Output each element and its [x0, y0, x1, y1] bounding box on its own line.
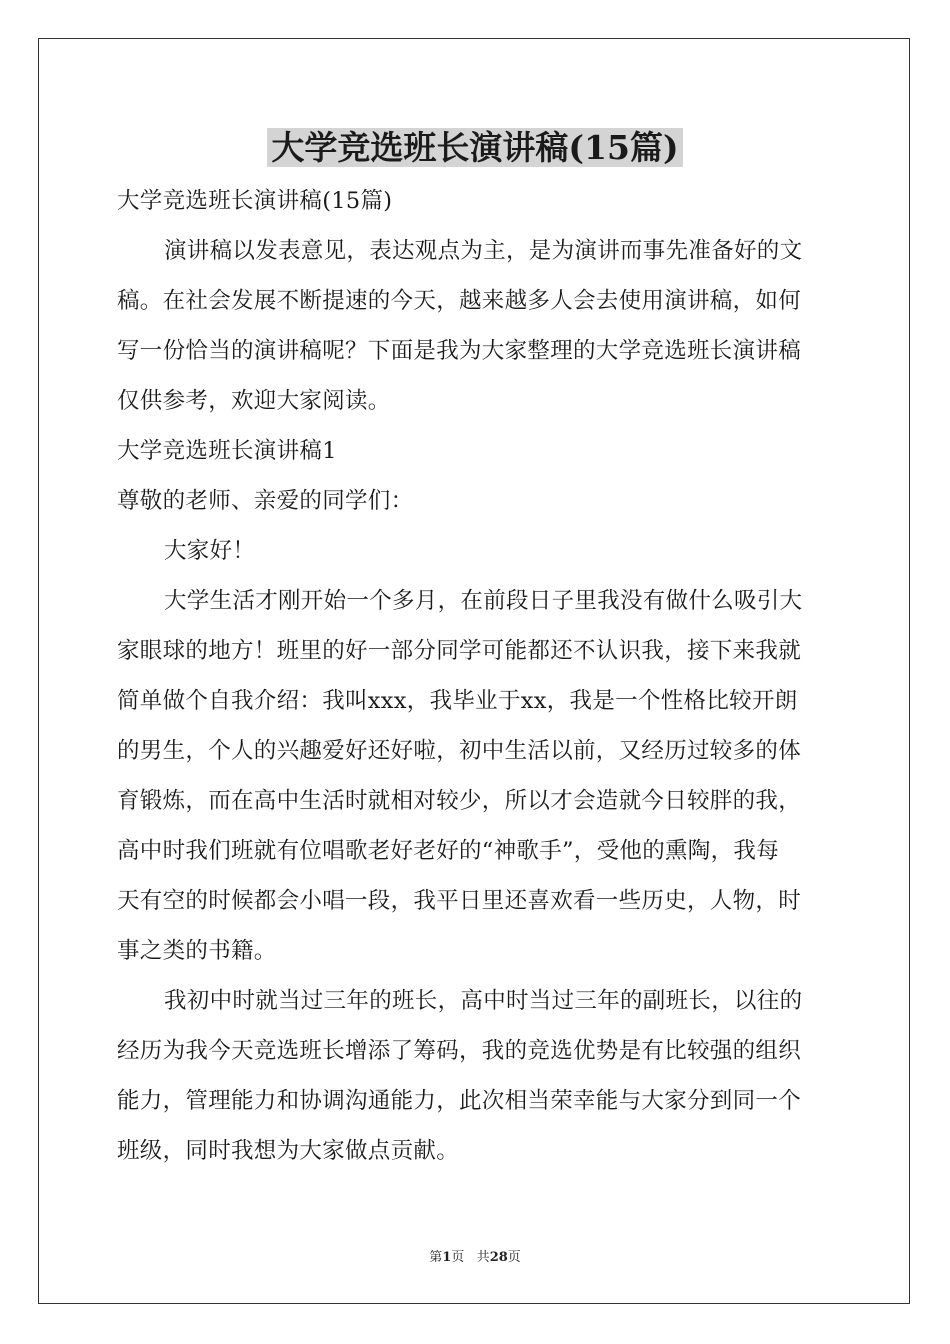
paragraph-line: 高中时我们班就有位唱歌老好老好的“神歌手”，受他的熏陶，我每	[117, 838, 780, 864]
page-number-prefix: 第	[429, 1250, 443, 1265]
paragraph-line: 家眼球的地方！班里的好一部分同学可能都还不认识我，接下来我就	[117, 638, 802, 664]
paragraph-line: 能力，管理能力和协调沟通能力，此次相当荣幸能与大家分到同一个	[117, 1088, 802, 1114]
salutation: 尊敬的老师、亲爱的同学们：	[117, 488, 414, 514]
body-paragraph-1	[117, 576, 833, 976]
paragraph-line: 简单做个自我介绍：我叫xxx，我毕业于xx，我是一个性格比较开朗	[117, 688, 798, 714]
intro-paragraph	[117, 226, 833, 426]
paragraph-line: 育锻炼，而在高中生活时就相对较少，所以才会造就今日较胖的我，	[117, 788, 802, 814]
intro-line: 仅供参考，欢迎大家阅读。	[117, 388, 391, 414]
body-paragraph-2	[117, 976, 833, 1176]
section-heading: 大学竞选班长演讲稿1	[117, 438, 337, 464]
paragraph-line: 的男生，个人的兴趣爱好还好啦，初中生活以前，又经历过较多的体	[117, 738, 802, 764]
total-pages-prefix: 共	[476, 1250, 490, 1265]
paragraph-line: 班级，同时我想为大家做点贡献。	[117, 1138, 460, 1164]
document-title	[0, 124, 950, 172]
paragraph-line: 天有空的时候都会小唱一段，我平日里还喜欢看一些历史，人物，时	[117, 888, 802, 914]
document-title-text: 大学竞选班长演讲稿(15篇)	[267, 128, 682, 167]
paragraph-line: 大学生活才刚开始一个多月，在前段日子里我没有做什么吸引大	[164, 588, 803, 614]
total-page-count: 28	[489, 1250, 508, 1265]
intro-line: 写一份恰当的演讲稿呢？下面是我为大家整理的大学竞选班长演讲稿	[117, 338, 802, 364]
page-footer	[0, 1246, 950, 1265]
greeting: 大家好！	[164, 538, 256, 564]
page-number-suffix: 页	[451, 1250, 465, 1265]
total-pages-suffix: 页	[507, 1250, 521, 1265]
paragraph-line: 经历为我今天竞选班长增添了筹码，我的竞选优势是有比较强的组织	[117, 1038, 802, 1064]
intro-line: 稿。在社会发展不断提速的今天，越来越多人会去使用演讲稿，如何	[117, 288, 802, 314]
document-body	[117, 176, 833, 1176]
current-page-number: 1	[442, 1250, 452, 1265]
document-subtitle: 大学竞选班长演讲稿(15篇)	[117, 188, 393, 214]
intro-line: 演讲稿以发表意见，表达观点为主，是为演讲而事先准备好的文	[164, 238, 803, 264]
paragraph-line: 我初中时就当过三年的班长，高中时当过三年的副班长，以往的	[164, 988, 803, 1014]
paragraph-line: 事之类的书籍。	[117, 938, 277, 964]
